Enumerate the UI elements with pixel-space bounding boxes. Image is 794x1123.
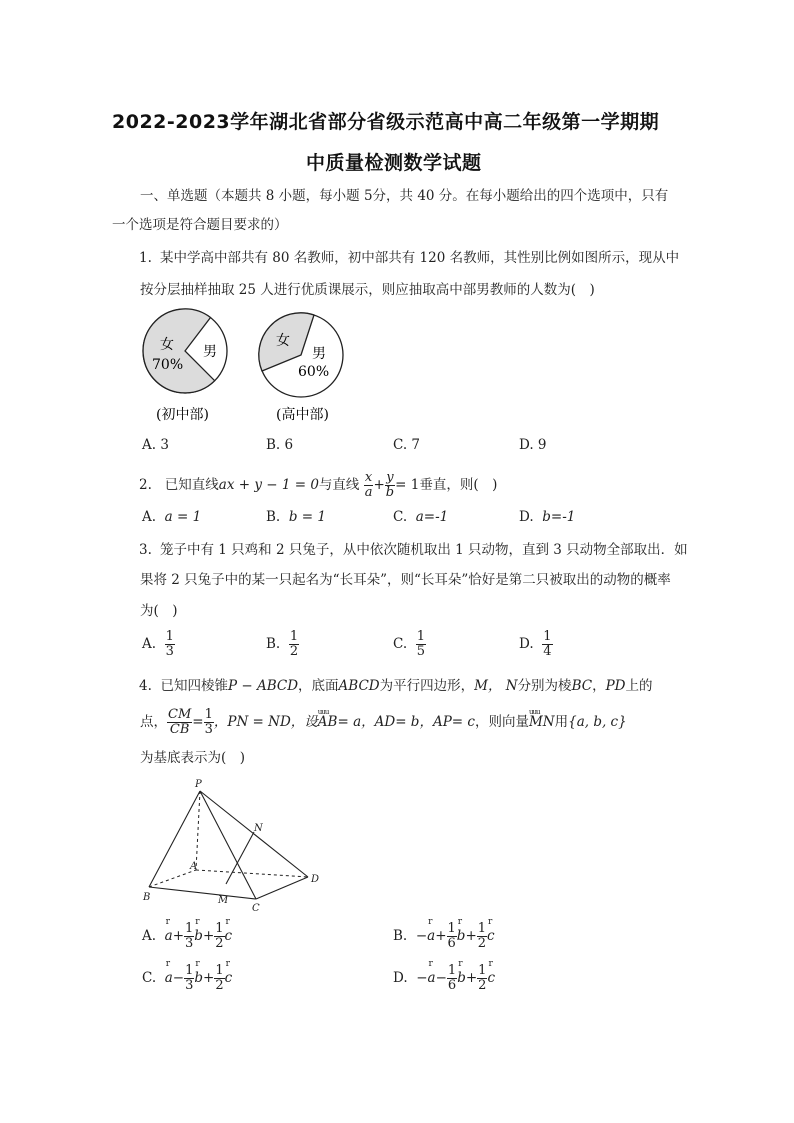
label-B: B <box>143 892 151 903</box>
pie1-female-pct: 70% <box>152 357 184 373</box>
pie-chart-senior <box>259 313 343 397</box>
pie2-male-label: 男 <box>312 346 326 362</box>
pie-chart-junior <box>143 309 227 393</box>
q2-option-c[interactable]: C. a=-1 <box>393 509 449 525</box>
q3-option-d[interactable]: D. $\frac{1}{4}$ <box>519 629 552 659</box>
label-N: N <box>254 823 263 834</box>
q1-line-2: 按分层抽样抽取 25 人进行优质课展示，则应抽取高中部男教师的人数为( ) <box>140 282 595 298</box>
label-P: P <box>195 779 202 790</box>
q3-line-3: 为( ) <box>140 603 178 619</box>
pie2-male-pct: 60% <box>298 364 330 380</box>
q2-number: 2. <box>139 477 152 493</box>
pie1-female-label: 女 <box>160 337 174 353</box>
q4-option-d[interactable]: D. −r a− $\frac{1}{6}$ r b+ $\frac{1}{2}$ r c <box>393 964 495 993</box>
q4-line-2: 点， $\frac{CM}{CB}$ = $\frac{1}{3}$ ，PN = ND，设uuu AB= a，AD= b，AP= c，则向量uuu MN用{a, b, c} <box>140 708 627 737</box>
q2-eq: = 1 <box>395 477 420 493</box>
section-header-line-1: 一、单选题（本题共 8 小题，每小题 5分，共 40 分。在每小题给出的四个选项中，只有 <box>140 188 669 204</box>
q4-option-a[interactable]: A. r a+ $\frac{1}{3}$ r b+ $\frac{1}{2}$ r c <box>142 922 232 951</box>
q3-number: 3. <box>139 542 152 558</box>
q3-option-b[interactable]: B. $\frac{1}{2}$ <box>266 629 299 659</box>
q4-option-b[interactable]: B. −r a+ $\frac{1}{6}$ r b+ $\frac{1}{2}$ r c <box>393 922 495 951</box>
q1-option-d[interactable]: D. 9 <box>519 437 547 453</box>
q4-line-3: 为基底表示为( ) <box>140 750 246 766</box>
title-line-2: 中质量检测数学试题 <box>306 152 482 174</box>
q2-option-d[interactable]: D. b=-1 <box>519 509 576 525</box>
pie1-caption: (初中部) <box>156 407 209 423</box>
label-A: A <box>190 861 198 872</box>
q2-mid: 与直线 <box>318 477 360 493</box>
q2-frac-x-a: $\frac{x}{a}$ <box>364 470 373 500</box>
q1-number: 1. <box>139 250 152 266</box>
q3-option-a[interactable]: A. $\frac{1}{3}$ <box>142 629 174 659</box>
q2-option-b[interactable]: B. b = 1 <box>266 509 326 525</box>
pie2-caption: (高中部) <box>276 407 329 423</box>
section-header-line-2: 一个选项是符合题目要求的） <box>112 217 288 233</box>
q2-line1: ax + y − 1 = 0 <box>218 477 319 493</box>
q2-plus: + <box>373 477 385 493</box>
q4-pyramid-figure <box>140 775 330 915</box>
q2-post: 垂直，则( ) <box>419 477 498 493</box>
q4-line-1: 4. 已知四棱锥P − ABCD，底面ABCD为平行四边形，M， N分别为棱BC，PD上的 <box>139 678 653 694</box>
q1-option-b[interactable]: B. 6 <box>266 437 294 453</box>
q3-option-c[interactable]: C. $\frac{1}{5}$ <box>393 629 426 659</box>
q2-stem <box>139 471 497 500</box>
q1-pie-charts <box>140 305 360 430</box>
q1-option-c[interactable]: C. 7 <box>393 437 421 453</box>
title-line-1: 2022-2023学年湖北省部分省级示范高中高二年级第一学期期 <box>112 111 660 133</box>
label-M: M <box>218 895 229 906</box>
q4-option-c[interactable]: C. r a− $\frac{1}{3}$ r b+ $\frac{1}{2}$ r c <box>142 964 232 993</box>
q1-option-a[interactable]: A. 3 <box>142 437 169 453</box>
q2-pre: 已知直线 <box>164 477 219 493</box>
label-D: D <box>311 874 320 885</box>
pie2-female-label: 女 <box>276 333 290 349</box>
q2-frac-y-b: $\frac{y}{b}$ <box>385 470 395 500</box>
pie1-male-label: 男 <box>203 344 217 360</box>
q2-option-a[interactable]: A. a = 1 <box>142 509 202 525</box>
label-C: C <box>252 903 260 914</box>
q1-line-1: 某中学高中部共有 80 名教师，初中部共有 120 名教师，其性别比例如图所示，现从中 <box>160 250 680 266</box>
q3-line-2: 果将 2 只兔子中的某一只起名为“长耳朵”，则“长耳朵”恰好是第二只被取出的动物的概率 <box>140 572 671 588</box>
q3-line-1: 笼子中有 1 只鸡和 2 只兔子，从中依次随机取出 1 只动物，直到 3 只动物全部取出．如 <box>160 542 688 558</box>
